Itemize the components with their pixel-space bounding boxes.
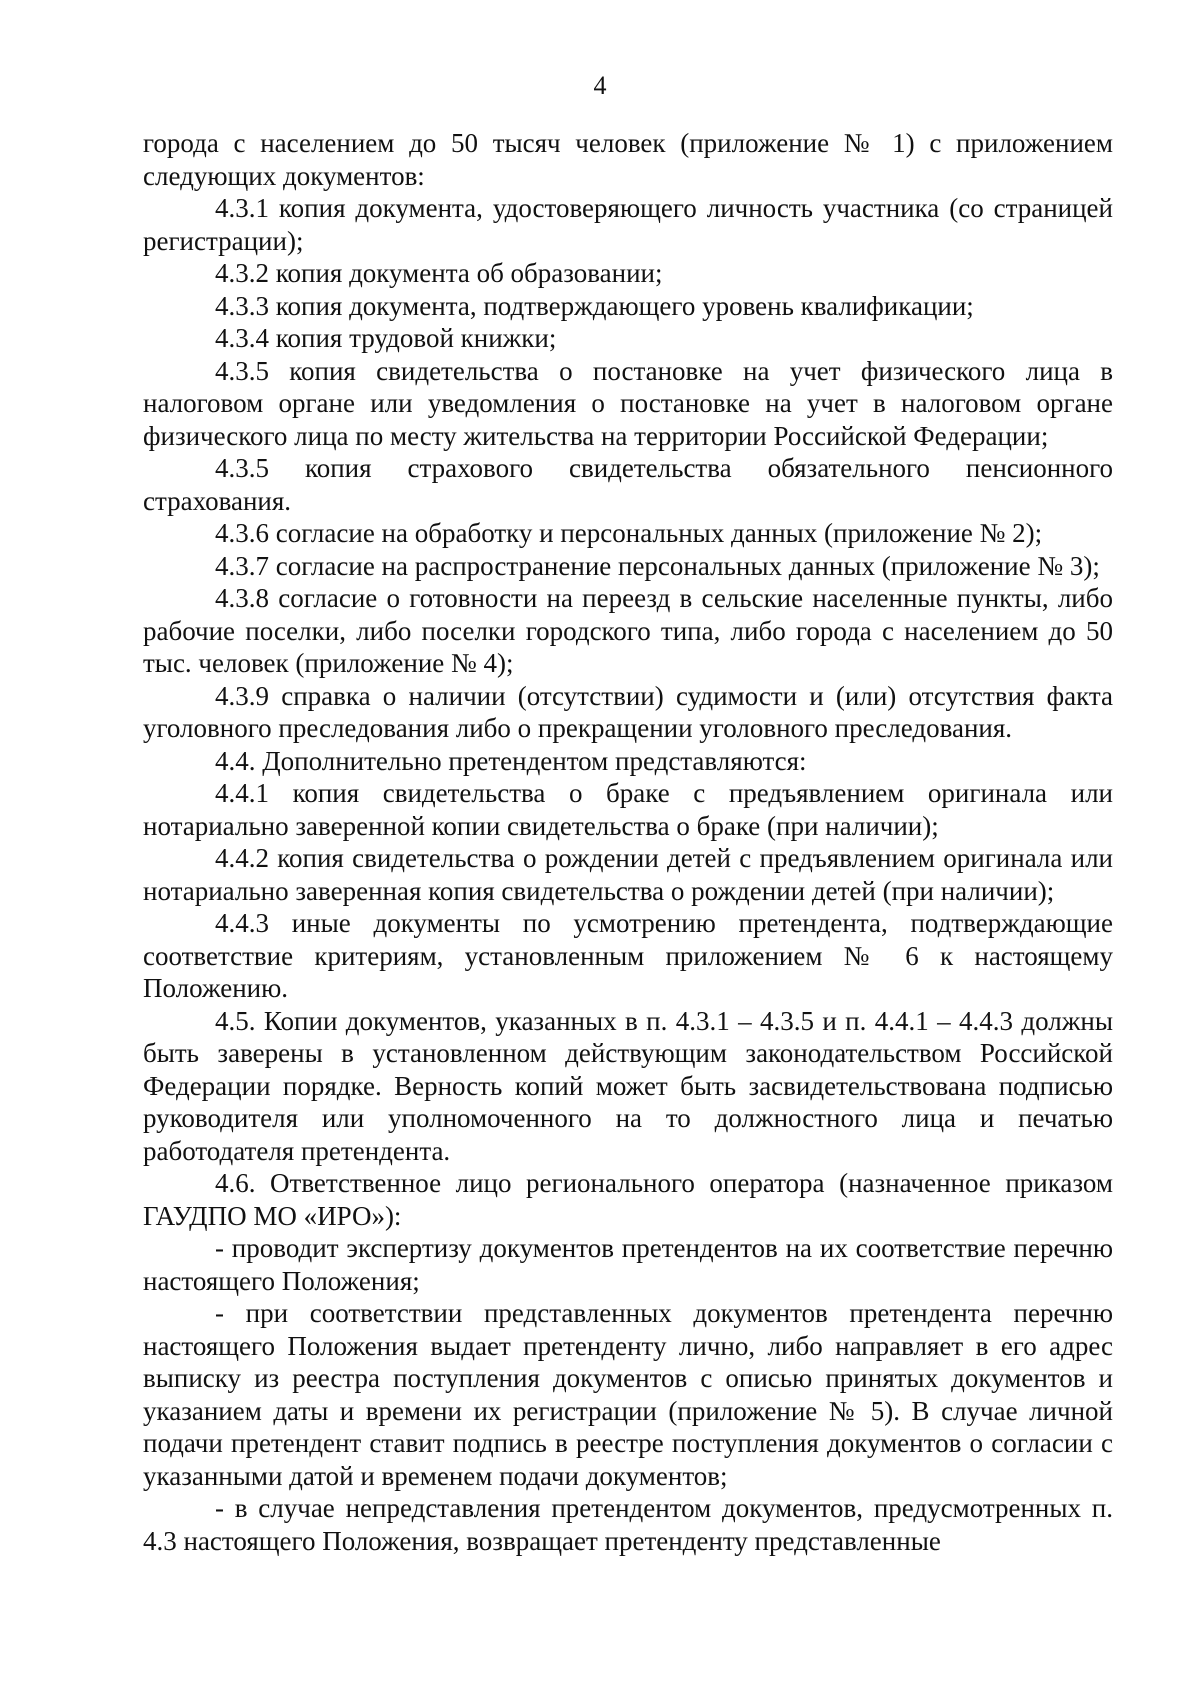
paragraph: - в случае непредставления претендентом документов, предусмотренных п. 4.3 настоящего Положения, возвращает претенденту представленные <box>143 1493 1113 1556</box>
paragraph: 4.3.4 копия трудовой книжки; <box>215 323 557 353</box>
paragraph: 4.4.3 иные документы по усмотрению претендента, подтверждающие соответствие критериям, установленным приложением № 6 к настоящему Положению. <box>143 908 1113 1003</box>
paragraph: 4.5. Копии документов, указанных в п. 4.3.1 – 4.3.5 и п. 4.4.1 – 4.4.3 должны быть заверены в установленном действующим законодательством Российской Федерации порядке. Верность копий может быть засвидетельствована подписью руководителя или уполномоченного на то должностного лица и печатью работодателя претендента. <box>143 1005 1113 1166</box>
paragraph: 4.3.5 копия страхового свидетельства обязательного пенсионного страхования. <box>143 453 1113 516</box>
paragraph: 4.3.6 согласие на обработку и персональных данных (приложение № 2); <box>215 518 1043 548</box>
paragraph: 4.4. Дополнительно претендентом представляются: <box>215 745 807 776</box>
paragraph: 4.3.1 копия документа, удостоверяющего личность участника (со страницей регистрации); <box>143 193 1113 256</box>
paragraph: 4.6. Ответственное лицо регионального оператора (назначенное приказом ГАУДПО МО «ИРО»): <box>143 1168 1113 1231</box>
paragraph: - при соответствии представленных документов претендента перечню настоящего Положения выдает претенденту лично, либо направляет в его адрес выписку из реестра поступления документов с описью принятых документов и указанием даты и времени их регистрации (приложение № 5). В случае личной подачи претендент ставит подпись в реестре поступления документов о согласии с указанными датой и временем подачи документов; <box>143 1298 1113 1491</box>
paragraph: 4.3.2 копия документа об образовании; <box>215 258 663 288</box>
document-body <box>143 127 1113 1557</box>
paragraph: 4.3.5 копия свидетельства о постановке на учет физического лица в налоговом органе или уведомления о постановке на учет в налоговом органе физического лица по месту жительства на территории Российской Федерации; <box>143 355 1113 451</box>
paragraph: города с населением до 50 тысяч человек (приложение № 1) с приложением следующих документов: <box>143 128 1113 191</box>
paragraph: 4.3.7 согласие на распространение персональных данных (приложение № 3); <box>215 550 1100 581</box>
paragraph: 4.3.9 справка о наличии (отсутствии) судимости и (или) отсутствия факта уголовного преследования либо о прекращении уголовного преследования. <box>143 680 1113 743</box>
page-number: 4 <box>593 71 607 100</box>
paragraph: 4.3.8 согласие о готовности на переезд в сельские населенные пункты, либо рабочие поселки, либо поселки городского типа, либо города с населением до 50 тыс. человек (приложение № 4); <box>143 583 1113 678</box>
paragraph: 4.4.1 копия свидетельства о браке с предъявлением оригинала или нотариально заверенной копии свидетельства о браке (при наличии); <box>143 778 1113 841</box>
paragraph: 4.4.2 копия свидетельства о рождении детей с предъявлением оригинала или нотариально заверенная копия свидетельства о рождении детей (при наличии); <box>143 843 1113 906</box>
paragraph: - проводит экспертизу документов претендентов на их соответствие перечню настоящего Положения; <box>143 1233 1113 1296</box>
paragraph: 4.3.3 копия документа, подтверждающего уровень квалификации; <box>215 290 974 321</box>
